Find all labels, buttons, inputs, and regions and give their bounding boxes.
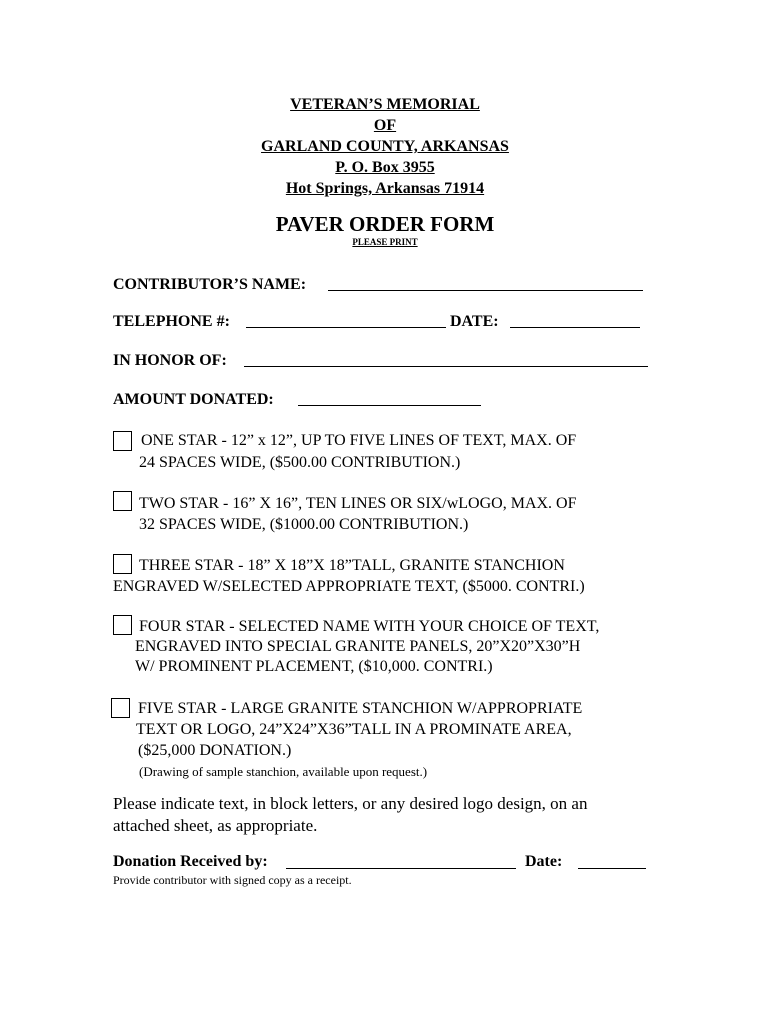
- four-star-text-3: W/ PROMINENT PLACEMENT, ($10,000. CONTRI.): [135, 658, 493, 675]
- telephone-label: TELEPHONE #:: [113, 313, 230, 330]
- five-star-text-2: TEXT OR LOGO, 24”X24”X36”TALL IN A PROMINATE AREA,: [136, 721, 572, 738]
- five-star-text-3: ($25,000 DONATION.): [138, 742, 292, 759]
- header-line-1: VETERAN’S MEMORIAL: [290, 96, 480, 113]
- footer-date-field[interactable]: [578, 868, 646, 869]
- instructions-line-1: Please indicate text, in block letters, or any desired logo design, on an: [113, 794, 588, 813]
- four-star-text-2: ENGRAVED INTO SPECIAL GRANITE PANELS, 20”X20”X30”H: [135, 638, 581, 655]
- header-line-3: GARLAND COUNTY, ARKANSAS: [261, 138, 509, 155]
- form-title: PAVER ORDER FORM: [275, 212, 495, 236]
- two-star-checkbox[interactable]: [113, 491, 132, 511]
- five-star-note: (Drawing of sample stanchion, available upon request.): [139, 764, 428, 779]
- contributor-name-field[interactable]: [328, 290, 643, 291]
- header-line-4: P. O. Box 3955: [335, 159, 435, 176]
- three-star-text-2: ENGRAVED W/SELECTED APPROPRIATE TEXT, ($5000. CONTRI.): [113, 578, 585, 595]
- in-honor-of-label: IN HONOR OF:: [113, 352, 227, 369]
- date-field[interactable]: [510, 327, 640, 328]
- three-star-text-1: THREE STAR - 18” X 18”X 18”TALL, GRANITE STANCHION: [139, 557, 565, 574]
- please-print-note: PLEASE PRINT: [352, 237, 418, 247]
- in-honor-of-field[interactable]: [244, 366, 648, 367]
- telephone-field[interactable]: [246, 327, 446, 328]
- two-star-text-1: TWO STAR - 16” X 16”, TEN LINES OR SIX/wLOGO, MAX. OF: [139, 495, 577, 512]
- header-line-2: OF: [373, 117, 397, 134]
- one-star-checkbox[interactable]: [113, 431, 132, 451]
- receipt-note: Provide contributor with signed copy as a receipt.: [113, 873, 352, 887]
- instructions-line-2: attached sheet, as appropriate.: [113, 816, 318, 835]
- contributor-name-label: CONTRIBUTOR’S NAME:: [113, 276, 307, 293]
- date-label: DATE:: [450, 313, 499, 330]
- donation-received-label: Donation Received by:: [113, 853, 268, 870]
- one-star-text-1: ONE STAR - 12” x 12”, UP TO FIVE LINES OF TEXT, MAX. OF: [141, 432, 577, 449]
- four-star-checkbox[interactable]: [113, 615, 132, 635]
- four-star-text-1: FOUR STAR - SELECTED NAME WITH YOUR CHOICE OF TEXT,: [139, 618, 600, 635]
- donation-received-field[interactable]: [286, 868, 516, 869]
- two-star-text-2: 32 SPACES WIDE, ($1000.00 CONTRIBUTION.): [139, 516, 469, 533]
- five-star-text-1: FIVE STAR - LARGE GRANITE STANCHION W/APPROPRIATE: [138, 700, 583, 717]
- footer-date-label: Date:: [525, 853, 563, 870]
- one-star-text-2: 24 SPACES WIDE, ($500.00 CONTRIBUTION.): [139, 454, 461, 471]
- header-line-5: Hot Springs, Arkansas 71914: [285, 180, 485, 197]
- amount-donated-label: AMOUNT DONATED:: [113, 391, 274, 408]
- amount-donated-field[interactable]: [298, 405, 481, 406]
- three-star-checkbox[interactable]: [113, 554, 132, 574]
- five-star-checkbox[interactable]: [111, 698, 130, 718]
